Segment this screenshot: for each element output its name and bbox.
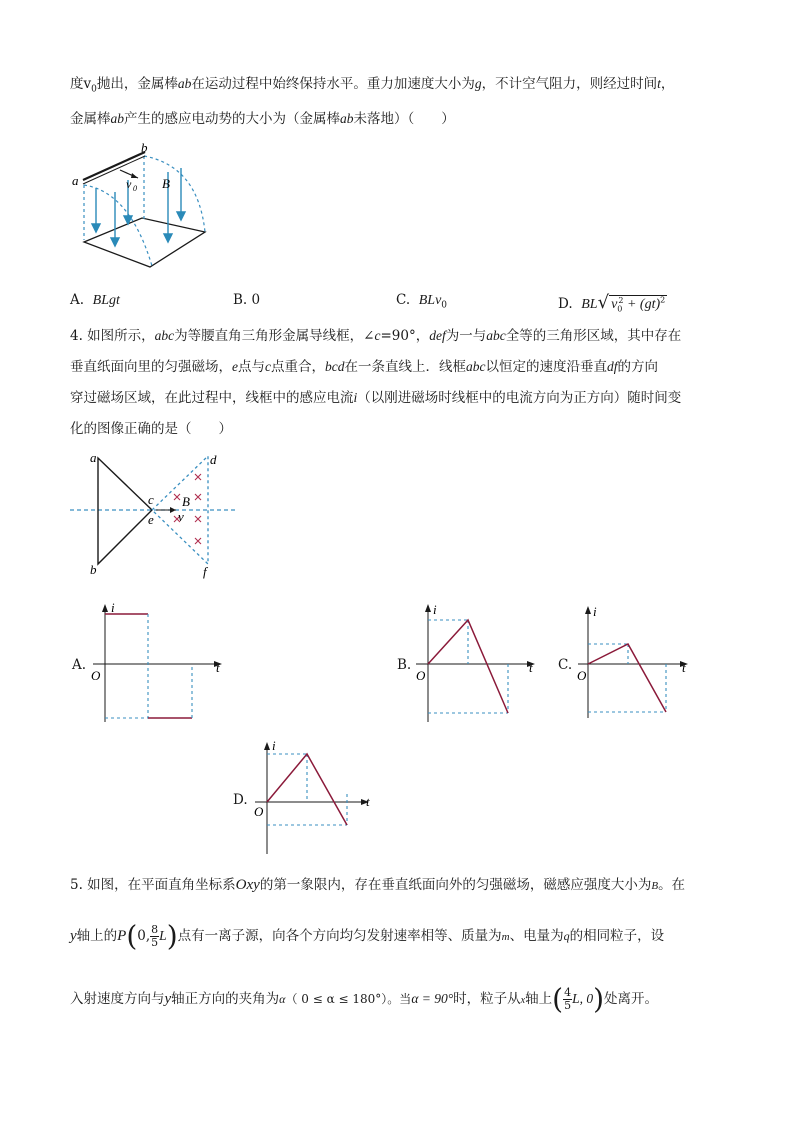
svg-text:O: O (416, 668, 426, 683)
svg-text:e: e (148, 512, 154, 527)
svg-text:t: t (682, 660, 686, 675)
svg-text:i: i (272, 738, 276, 753)
svg-text:O: O (91, 668, 101, 683)
q3-option-d[interactable]: D. BL√ $v_0^2 + (gt)^2$ (558, 292, 666, 314)
q3-line-1: 度$v_0$抛出，金属棒ab在运动过程中始终保持水平。重力加速度大小为g，不计空气阻力，则经过时间t， (70, 76, 675, 95)
svg-text:a: a (90, 450, 97, 465)
q3-figure (70, 140, 220, 270)
fig-label-a: a (72, 173, 79, 188)
svg-text:t: t (216, 660, 220, 675)
q3-option-a[interactable]: A. BLgt (70, 292, 120, 308)
q4-line-3: 穿过磁场区域，在此过程中，线框中的感应电流i（以刚进磁场时线框中的电流方向为正方向）随时间变 (70, 390, 682, 406)
rod-ab (83, 152, 145, 180)
fig-label-b: b (141, 140, 148, 155)
svg-text:t: t (366, 794, 370, 809)
graph-c-label[interactable]: C. (558, 657, 573, 673)
graph-d-label[interactable]: D. (233, 792, 248, 808)
svg-text:i: i (433, 602, 437, 617)
svg-text:c: c (148, 492, 154, 507)
q3-line-2: 金属棒ab产生的感应电动势的大小为（金属棒ab未落地）（ ） (70, 111, 455, 127)
svg-text:i: i (593, 604, 597, 619)
svg-text:i: i (111, 600, 115, 615)
q4-line-1: 4. 如图所示，abc为等腰直角三角形金属导线框，∠c=90°，def为一与abc全等的三角形区域，其中存在 (70, 328, 682, 344)
fig-label-B: B (162, 176, 170, 191)
graph-a-label[interactable]: A. (72, 657, 87, 673)
frame-abc (98, 458, 152, 564)
field-arrows (92, 168, 185, 246)
graph-b[interactable] (413, 600, 543, 728)
svg-text:t: t (529, 660, 533, 675)
graph-c[interactable] (576, 604, 696, 722)
q5-line-1: 5. 如图，在平面直角坐标系Oxy的第一象限内，存在垂直纸面向外的匀强磁场，磁感应强度大小为B。在 (70, 877, 686, 893)
q3-option-b[interactable]: B. 0 (233, 292, 261, 308)
svg-text:f: f (203, 564, 207, 579)
graph-d[interactable] (252, 738, 382, 858)
q5-line-3: 入射速度方向与y轴正方向的夹角为α（ 0 ≤ α ≤ 180°）。当α = 90°时，粒子从x轴上( $\frac{4}{5}$ L, 0)处离开。 (70, 982, 659, 1016)
svg-text:O: O (254, 804, 264, 819)
svg-text:O: O (577, 668, 587, 683)
svg-text:v: v (178, 509, 184, 524)
svg-text:b: b (90, 562, 97, 577)
q4-line-2: 垂直纸面向里的匀强磁场，e点与c点重合，bcd在一条直线上．线框abc以恒定的速度沿垂直df的方向 (70, 359, 659, 375)
q4-figure (70, 450, 240, 580)
q3-option-c[interactable]: C. BLv$_0$ (396, 292, 448, 311)
svg-text:0: 0 (133, 184, 137, 193)
graph-a[interactable] (88, 600, 228, 728)
ground-plane (84, 218, 205, 267)
svg-text:d: d (210, 452, 217, 467)
svg-text:B: B (182, 494, 190, 509)
q4-line-4: 化的图像正确的是（ ） (70, 421, 232, 437)
fig-label-v0: v (126, 177, 132, 191)
graph-b-label[interactable]: B. (397, 657, 412, 673)
q5-line-2: y轴上的P(0, $\frac{8}{5}$ L)点有一离子源，向各个方向均匀发射速率相等、质量为m、电量为q的相同粒子，设 (70, 919, 665, 953)
